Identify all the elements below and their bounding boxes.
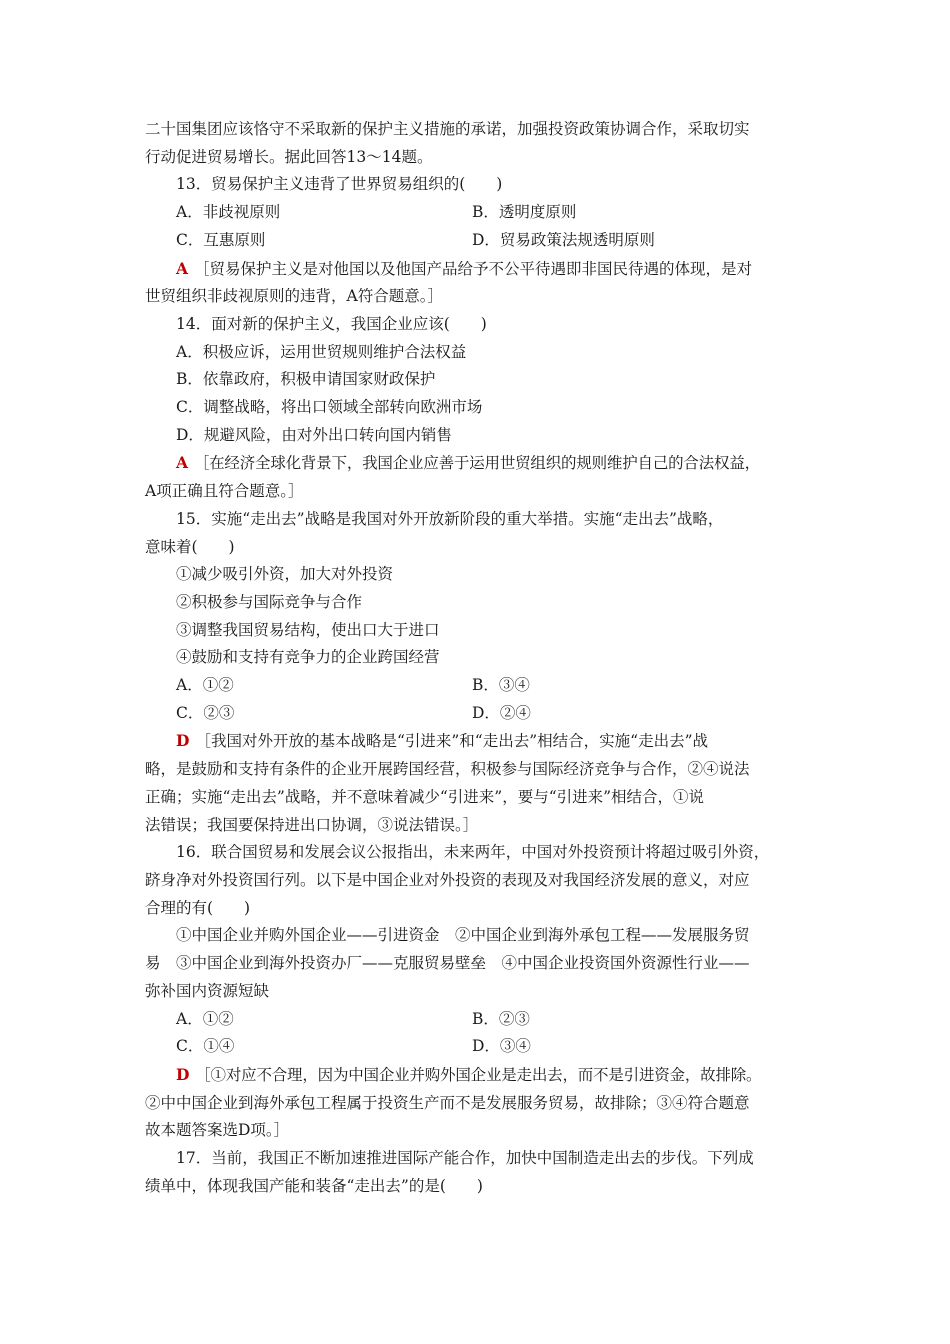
q13-stem: 13．贸易保护主义违背了世界贸易组织的( ) — [176, 175, 503, 194]
q14-option-c: C．调整战略，将出口领域全部转向欧洲市场 — [176, 398, 483, 417]
q13-option-d: D．贸易政策法规透明原则 — [472, 230, 655, 249]
q13-answer: A — [176, 258, 189, 278]
q16-option-a: A．①② — [176, 1009, 234, 1028]
q14-option-b: B．依靠政府，积极申请国家财政保护 — [176, 370, 436, 389]
q15-option-d: D．②④ — [472, 703, 531, 722]
q15-statement-4: ④鼓励和支持有竞争力的企业跨国经营 — [176, 648, 440, 667]
q15-explanation-line-1 — [145, 727, 825, 756]
q14-explanation-line-1 — [145, 449, 825, 478]
q16-explanation-line-1 — [145, 1061, 825, 1090]
q16-stem-line-1: 16．联合国贸易和发展会议公报指出，未来两年，中国对外投资预计将超过吸引外资， — [176, 843, 770, 862]
q15-statement-1: ①减少吸引外资，加大对外投资 — [176, 565, 394, 584]
q15-options-row1 — [145, 672, 825, 700]
q15-options-row2 — [145, 700, 825, 728]
q15-statement-3: ③调整我国贸易结构，使出口大于进口 — [176, 620, 440, 639]
q15-option-c: C．②③ — [176, 703, 235, 722]
q13-explanation-line-1 — [145, 255, 825, 284]
q15-explanation-line-4: 法错误；我国要保持进出口协调，③说法错误。］ — [145, 815, 479, 834]
q15-option-a: A．①② — [176, 676, 234, 695]
q16-options-row1 — [145, 1006, 825, 1034]
q13-option-b: B．透明度原则 — [472, 203, 577, 222]
q16-option-c: C．①④ — [176, 1037, 235, 1056]
q13-option-a: A．非歧视原则 — [176, 203, 281, 222]
q16-statement-line-3: 弥补国内资源短缺 — [145, 981, 270, 1000]
q16-answer: D — [176, 1064, 190, 1084]
q15-explanation-line-2: 略，是鼓励和支持有条件的企业开展跨国经营，积极参与国际经济竞争与合作，②④说法 — [145, 760, 750, 779]
q15-answer: D — [176, 731, 190, 751]
q15-stem-line-1: 15．实施“走出去”战略是我国对外开放新阶段的重大举措。实施“走出去”战略， — [176, 509, 724, 528]
q16-explanation-text-1: ［①对应不合理，因为中国企业并购外国企业是走出去，而不是引进资金，故排除。 — [195, 1065, 762, 1084]
q14-explanation-text-1: ［在经济全球化背景下，我国企业应善于运用世贸组织的规则维护自己的合法权益， — [193, 454, 760, 473]
q16-explanation-line-3: 故本题答案选D项。］ — [145, 1121, 290, 1140]
q14-stem: 14．面对新的保护主义，我国企业应该( ) — [176, 314, 487, 333]
q14-option-a: A．积极应诉，运用世贸规则维护合法权益 — [176, 342, 467, 361]
q16-option-d: D．③④ — [472, 1037, 531, 1056]
q15-explanation-text-1: ［我国对外开放的基本战略是“引进来”和“走出去”相结合，实施“走出去”战 — [195, 732, 708, 751]
intro-line-1: 二十国集团应该恪守不采取新的保护主义措施的承诺，加强投资政策协调合作，采取切实 — [145, 120, 750, 138]
q13-explanation-text-1: ［贸易保护主义是对他国以及他国产品给予不公平待遇即非国民待遇的体现，是对 — [194, 259, 753, 278]
q15-statement-2: ②积极参与国际竞争与合作 — [176, 592, 363, 611]
q14-explanation-line-2: A项正确且符合题意。］ — [145, 482, 304, 501]
intro-line-2: 行动促进贸易增长。据此回答13～14题。 — [145, 147, 433, 166]
q16-stem-line-3: 合理的有( ) — [145, 898, 251, 917]
q15-stem-line-2: 意味着( ) — [145, 537, 235, 556]
q16-option-b: B．②③ — [472, 1009, 530, 1028]
document-page — [145, 116, 825, 1200]
q17-stem-line-1: 17．当前，我国正不断加速推进国际产能合作，加快中国制造走出去的步伐。下列成 — [176, 1149, 754, 1168]
q14-answer: A — [176, 453, 188, 473]
q13-options-row1 — [145, 199, 825, 227]
q13-options-row2 — [145, 227, 825, 255]
q13-explanation-line-2: 世贸组织非歧视原则的违背，A符合题意。］ — [145, 287, 443, 306]
q15-option-b: B．③④ — [472, 676, 530, 695]
q16-stem-line-2: 跻身净对外投资国行列。以下是中国企业对外投资的表现及对我国经济发展的意义，对应 — [145, 870, 750, 889]
q13-option-c: C．互惠原则 — [176, 230, 266, 249]
q16-explanation-line-2: ②中中国企业到海外承包工程属于投资生产而不是发展服务贸易，故排除；③④符合题意 — [145, 1093, 750, 1112]
q16-statement-line-2: 易 ③中国企业到海外投资办厂——克服贸易壁垒 ④中国企业投资国外资源性行业—— — [145, 954, 750, 973]
q14-option-d: D．规避风险，由对外出口转向国内销售 — [176, 425, 452, 444]
q16-statement-line-1: ①中国企业并购外国企业——引进资金 ②中国企业到海外承包工程——发展服务贸 — [176, 926, 750, 945]
q17-stem-line-2: 绩单中，体现我国产能和装备“走出去”的是( ) — [145, 1176, 483, 1195]
q15-explanation-line-3: 正确；实施“走出去”战略，并不意味着减少“引进来”，要与“引进来”相结合，①说 — [145, 787, 705, 806]
q16-options-row2 — [145, 1033, 825, 1061]
